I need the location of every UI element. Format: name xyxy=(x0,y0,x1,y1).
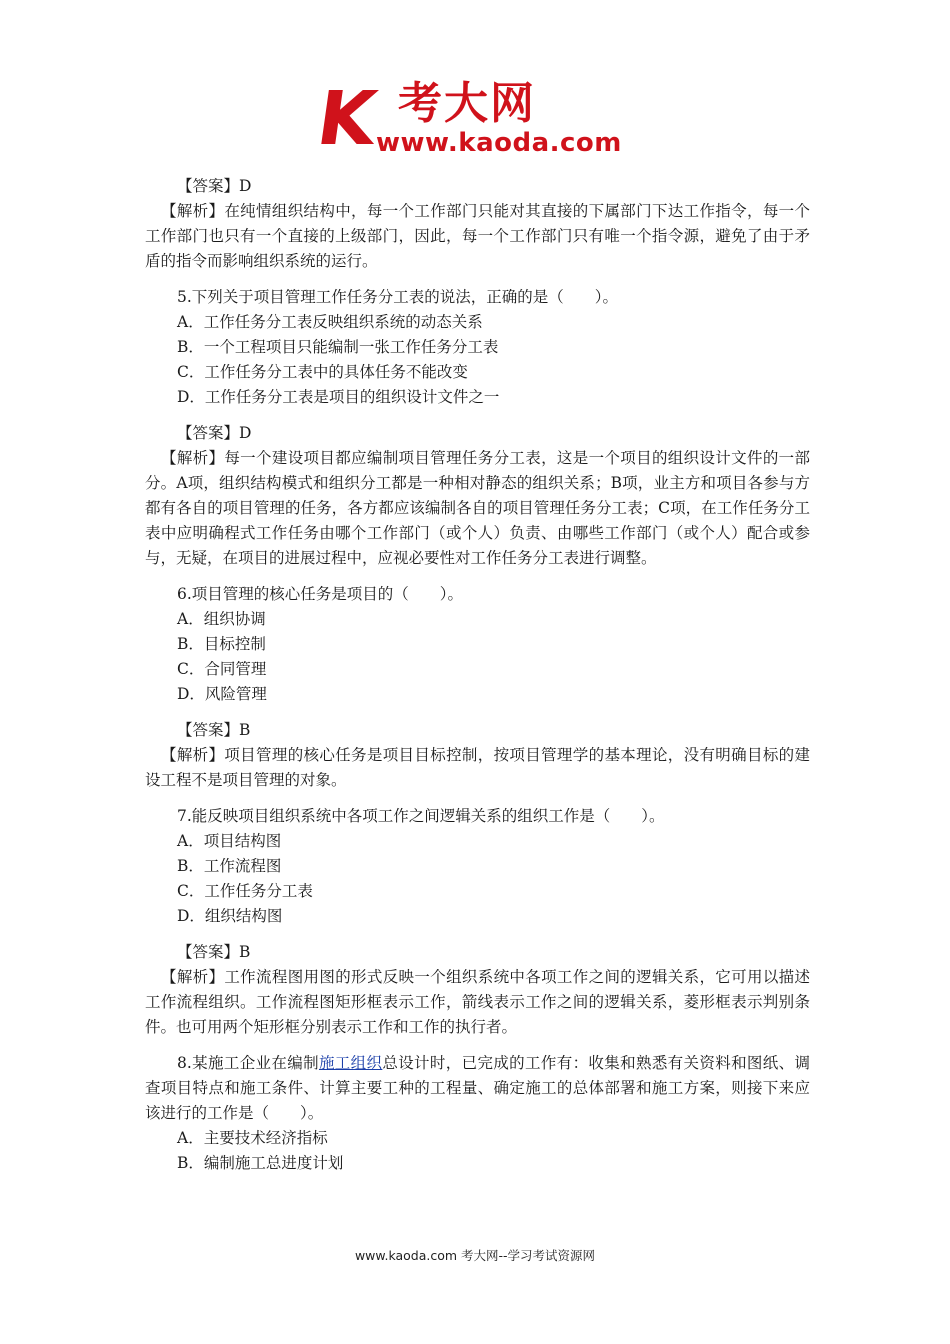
option-a: A．项目结构图 xyxy=(177,832,282,850)
option-a: A．组织协调 xyxy=(177,610,266,628)
question-text: 5.下列关于项目管理工作任务分工表的说法，正确的是（ ）。 xyxy=(177,288,619,306)
question-text-pre: 8.某施工企业在编制 xyxy=(177,1054,319,1072)
question-8 xyxy=(145,1051,810,1176)
option-b: B．工作流程图 xyxy=(177,857,282,875)
kaoda-logo xyxy=(311,76,638,162)
question-text xyxy=(145,1051,810,1126)
option-d: D．工作任务分工表是项目的组织设计文件之一 xyxy=(177,388,500,406)
option-b: B．一个工程项目只能编制一张工作任务分工表 xyxy=(177,338,499,356)
question-text-post: 总设计时，已完成的工作有：收集和熟悉有关资料和图纸、调查项目特点和施工条件、计算主要工种的工程量、确定施工的总体部署和施工方案，则接下来应该进行的工作是（ ）。 xyxy=(145,1054,810,1122)
option-d: D．风险管理 xyxy=(177,685,267,703)
question-6 xyxy=(145,582,810,793)
question-text: 6.项目管理的核心任务是项目的（ ）。 xyxy=(177,585,464,603)
option-a: A．工作任务分工表反映组织系统的动态关系 xyxy=(177,313,483,331)
explanation: 【解析】工作流程图用图的形式反映一个组织系统中各项工作之间的逻辑关系，它可用以描述工作流程组织。工作流程图矩形框表示工作，箭线表示工作之间的逻辑关系，菱形框表示判别条件。也可用两个矩形框分别表示工作和工作的执行者。 xyxy=(145,968,810,1036)
explanation: 【解析】项目管理的核心任务是项目目标控制，按项目管理学的基本理论，没有明确目标的建设工程不是项目管理的对象。 xyxy=(145,746,810,789)
answer: 【答案】D xyxy=(177,177,252,195)
option-d: D．组织结构图 xyxy=(177,907,283,925)
answer: 【答案】B xyxy=(177,943,251,961)
logo-chinese-name: 考大网 xyxy=(398,78,536,129)
question-5 xyxy=(145,285,810,571)
question-7 xyxy=(145,804,810,1040)
document-body xyxy=(145,172,810,1187)
option-b: B．目标控制 xyxy=(177,635,266,653)
explanation: 【解析】每一个建设项目都应编制项目管理任务分工表，这是一个项目的组织设计文件的一部分。A项，组织结构模式和组织分工都是一种相对静态的组织关系；B项，业主方和项目各参与方都有各自的项目管理的任务，各方都应该编制各自的项目管理任务分工表；C项，在工作任务分工表中应明确程式工作任务由哪个工作部门（或个人）负责、由哪些工作部门（或个人）配合或参与，无疑，在项目的进展过程中，应视必要性对工作任务分工表进行调整。 xyxy=(145,449,810,567)
option-c: C．合同管理 xyxy=(177,660,267,678)
option-c: C．工作任务分工表 xyxy=(177,882,313,900)
explanation: 【解析】在纯情组织结构中，每一个工作部门只能对其直接的下属部门下达工作指令，每一个工作部门也只有一个直接的上级部门，因此，每一个工作部门只有唯一个指令源，避免了由于矛盾的指令而影响组织系统的运行。 xyxy=(145,202,810,270)
logo-k-mark: K xyxy=(311,76,378,162)
option-c: C．工作任务分工表中的具体任务不能改变 xyxy=(177,363,468,381)
page-footer: www.kaoda.com 考大网--学习考试资源网 xyxy=(354,1248,596,1263)
question-text: 7.能反映项目组织系统中各项工作之间逻辑关系的组织工作是（ ）。 xyxy=(177,807,665,825)
construction-organization-link[interactable]: 施工组织 xyxy=(318,1054,383,1072)
block-q4-answer xyxy=(145,174,810,274)
answer: 【答案】D xyxy=(177,424,252,442)
logo-url: www.kaoda.com xyxy=(376,128,622,158)
option-b: B．编制施工总进度计划 xyxy=(177,1154,344,1172)
option-a: A．主要技术经济指标 xyxy=(177,1129,328,1147)
answer: 【答案】B xyxy=(177,721,251,739)
